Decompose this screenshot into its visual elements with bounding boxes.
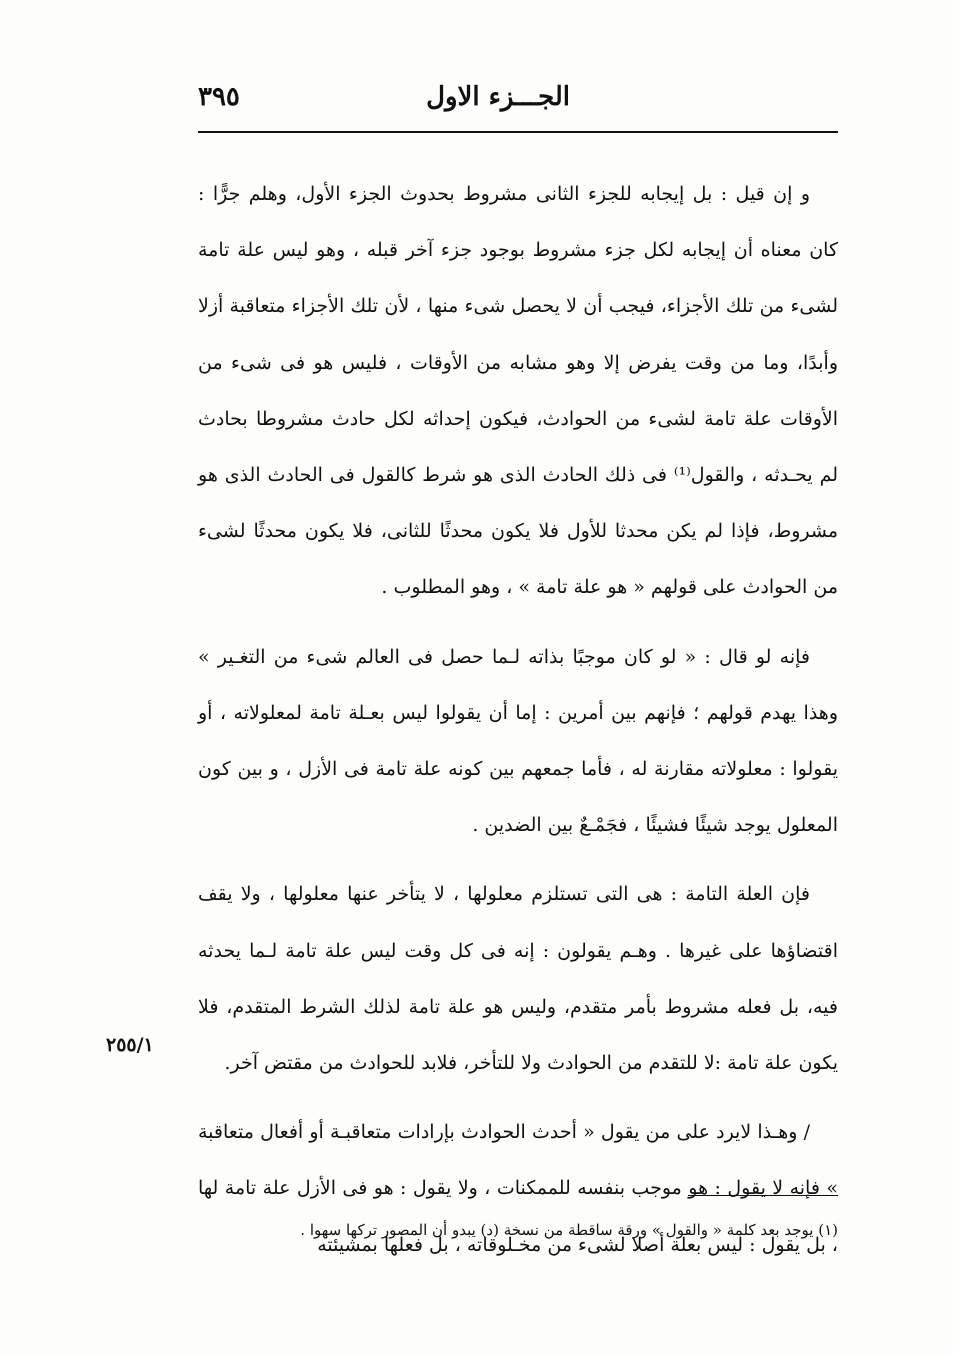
header-rule [198, 131, 838, 133]
running-title: الجـــزء الاول [426, 82, 570, 112]
main-text [198, 166, 838, 1286]
paragraph: فإن العلة التامة : هى التى تستلزم معلولها ، لا يتأخر عنها معلولها ، ولا يقف اقتضاؤها على غيرها . وهـم يقولون : إنه فى كل وقت ليس علة تامة لـما يحدثه فيه، بل فعله مشروط بأمر متقدم، وليس هو علة تامة لذلك الشرط المتقدم، فلا يكون علة تامة :لا للتقدم من الحوادث ولا للتأخر، فلابد للحوادث من مقتض آخر. [198, 883, 838, 1075]
paragraph: / وهـذا لايرد على من يقول « أحدث الحوادث بإرادات متعاقبـة أو أفعال متعاقبة » فإنه لا يقول : هو موجب بنفسه للممكنات ، ولا يقول : هو فى الأزل علة تامة لها ، بل يقول : ليس بعلة أصلا لشىء من مخـلوقاته ، بل فعلها بمشيئته [198, 1121, 838, 1256]
footnote: (١) يوجد بعد كلمة « والقول » ورقة ساقطة من نسخة (د) يبدو أن المصور تركها سهوا . [300, 1221, 838, 1239]
margin-reference: ٢٥٥/١ [106, 1034, 154, 1056]
footnote-rule [688, 1195, 838, 1196]
paragraph: و إن قيل : بل إيجابه للجزء الثانى مشروط بحدوث الجزء الأول، وهلم جرًّا : كان معناه أن إيجابه لكل جزء مشروط بوجود جزء آخر قبله ، وهو ليس علة تامة لشىء من تلك الأجزاء، فيجب أن لا يحصل شىء منها ، لأن تلك الأجزاء متعاقبة أزلا وأبدًا، وما من وقت يفرض إلا وهو مشابه من الأوقات ، فليس هو فى شىء من الأوقات علة تامة لشىء من الحوادث، فيكون إحداثه لكل حادث مشروطا بحادث لم يحـدثه ، والقول⁽¹⁾ فى ذلك الحادث الذى هو شرط كالقول فى الحادث الذى هو مشروط، فإذا لم يكن محدثا للأول فلا يكون محدثًا للثانى، فلا يكون محدثًا لشىء من الحوادث على قولهم « هو علة تامة » ، وهو المطلوب . [198, 183, 838, 599]
page-header [198, 82, 838, 126]
page-number: ٣٩٥ [198, 82, 240, 112]
paragraph: فإنه لو قال : « لو كان موجبًا بذاته لـما حصل فى العالم شىء من التغـير » وهذا يهدم قولهم ؛ فإنهم بين أمرين : إما أن يقولوا ليس بعـلة تامة لمعلولاته ، أو يقولوا : معلولاته مقارنة له ، فأما جمعهم بين كونه علة تامة فى الأزل ، و بين كون المعلول يوجد شيئًا فشيئًا ، فجَمْـعٌ بين الضدين . [198, 645, 838, 837]
